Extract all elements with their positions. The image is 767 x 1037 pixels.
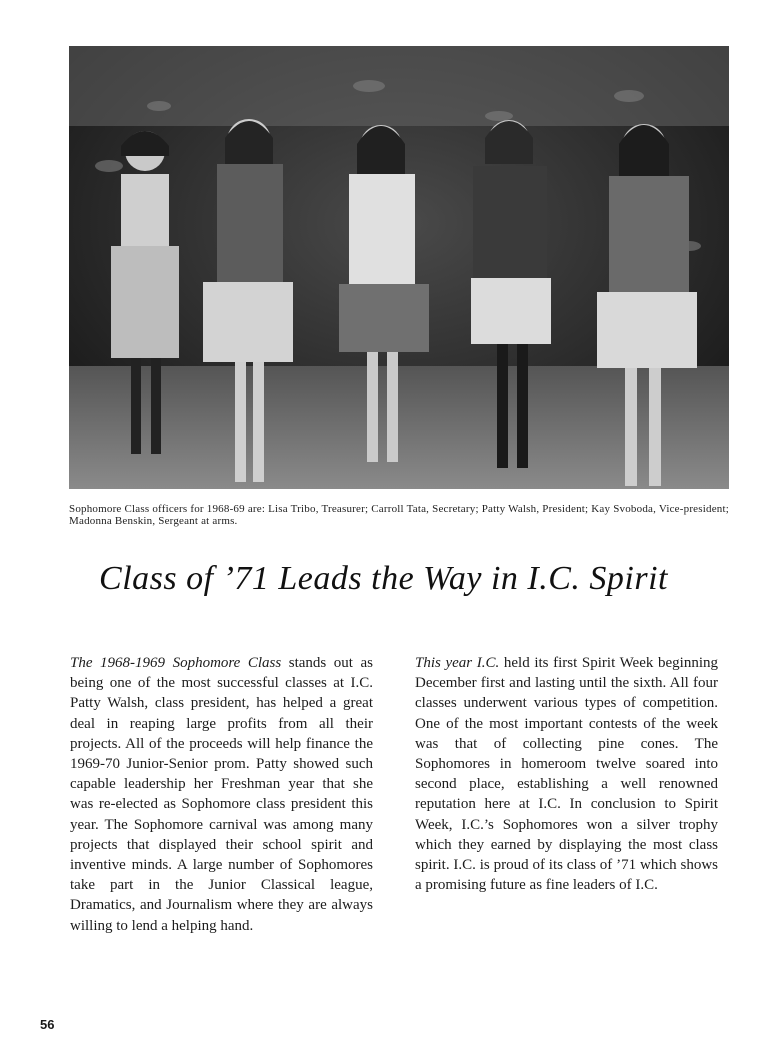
left-column-body: stands out as being one of the most successful classes at I.C. Patty Walsh, class president, has helped a great deal in reaping large profits from all their projects. All of the proceeds will help finance the 1969-70 Junior-Senior prom. Patty showed such capable leadership her Freshman year that she was re-elected as Sophomore class president this year. The Sophomore carnival was among many projects that displayed their school spirit and inventive minds. A large number of Sophomores take part in the Junior Classical league, Dramatics, and Journalism where they are always willing to lend a helping hand.: [70, 655, 373, 934]
right-column-body: held its first Spirit Week beginning December first and lasting until the sixth. All four classes underwent various types of competition. One of the most important contests of the week was that of collecting pine cones. The Sophomores in homeroom twelve soared into second place, establishing a well renowned reputation here at I.C. In conclusion to Spirit Week, I.C.’s Sophomores won a silver trophy which they earned by displaying the most class spirit. I.C. is proud of its class of ’71 which shows a promising future as fine leaders of I.C.: [415, 655, 718, 894]
article-headline: Class of ’71 Leads the Way in I.C. Spirit: [99, 560, 668, 597]
article-right-column: [415, 653, 718, 895]
article-left-column: [70, 653, 373, 936]
photo-placeholder-icon: [69, 46, 729, 489]
class-officers-photo: [69, 46, 729, 489]
photo-caption: Sophomore Class officers for 1968-69 are: Lisa Tribo, Treasurer; Carroll Tata, Secretary; Patty Walsh, President; Kay Svoboda, Vice-president; Madonna Benskin, Sergeant at arms.: [69, 503, 729, 527]
left-column-lead: The 1968-1969 Sophomore Class: [70, 655, 282, 671]
page-number: 56: [40, 1017, 55, 1032]
right-column-lead: This year I.C.: [415, 655, 500, 671]
